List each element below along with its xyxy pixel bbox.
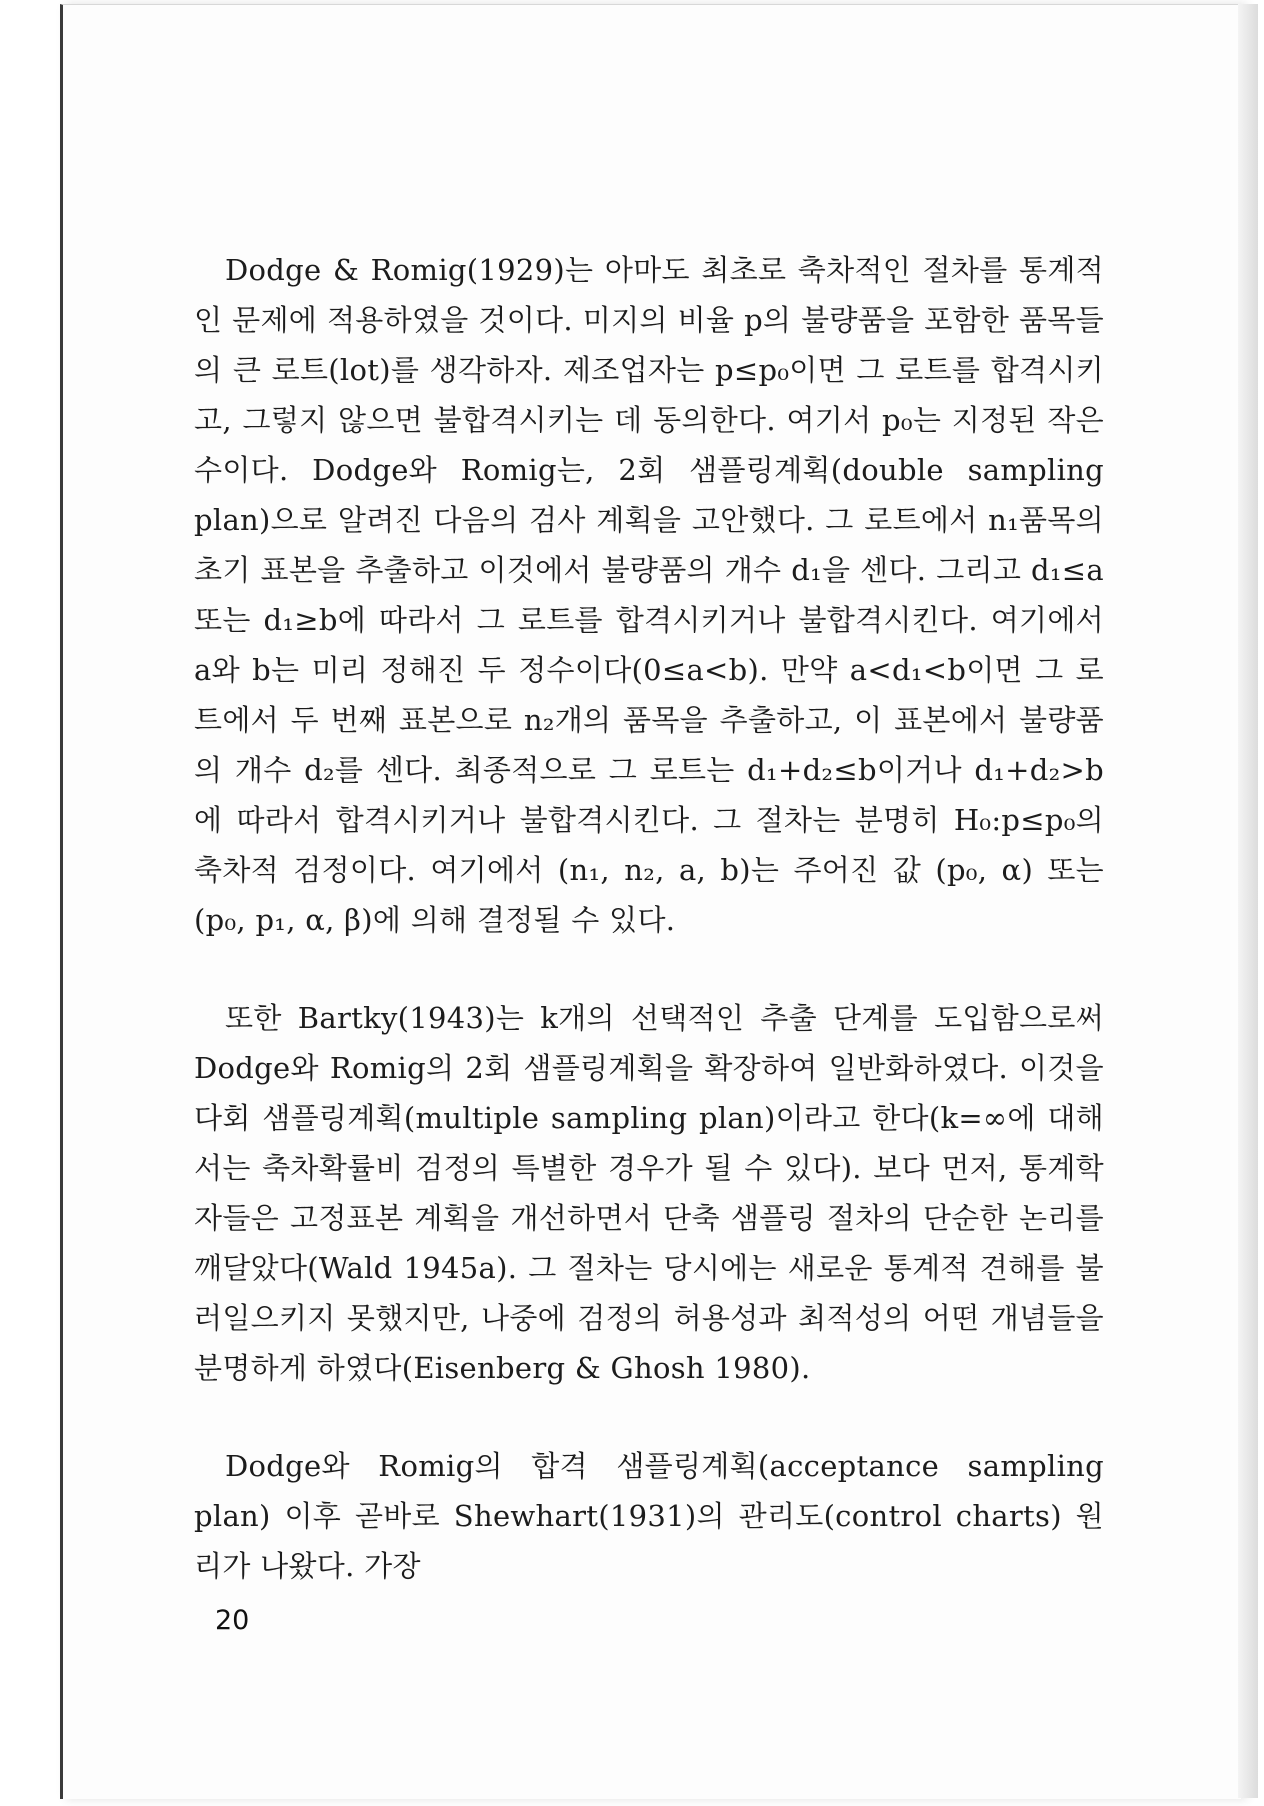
paragraph-control-charts: Dodge와 Romig의 합격 샘플링계획(acceptance sampling plan) 이후 곧바로 Shewhart(1931)의 관리도(control charts) 원리가 나왔다. 가장 (194, 1449, 1104, 1583)
paragraph-double-sampling: Dodge & Romig(1929)는 아마도 최초로 축차적인 절차를 통계적인 문제에 적용하였을 것이다. 미지의 비율 p의 불량품을 포함한 품목들의 큰 로트(lot)를 생각하자. 제조업자는 p≤p₀이면 그 로트를 합격시키고, 그렇지 않으면 불합격시키는 데 동의한다. 여기서 p₀는 지정된 작은 수이다. Dodge와 Romig는, 2회 샘플링계획(double sampling plan)으로 알려진 다음의 검사 계획을 고안했다. 그 로트에서 n₁품목의 초기 표본을 추출하고 이것에서 불량품의 개수 d₁을 센다. 그리고 d₁≤a 또는 d₁≥b에 따라서 그 로트를 합격시키거나 불합격시킨다. 여기에서 a와 b는 미리 정해진 두 정수이다(0≤a<b). 만약 a<d₁<b이면 그 로트에서 두 번째 표본으로 n₂개의 품목을 추출하고, 이 표본에서 불량품의 개수 d₂를 센다. 최종적으로 그 로트는 d₁+d₂≤b이거나 d₁+d₂>b에 따라서 합격시키거나 불합격시킨다. 그 절차는 분명히 H₀:p≤p₀의 축차적 검정이다. 여기에서 (n₁, n₂, a, b)는 주어진 값 (p₀, α) 또는 (p₀, p₁, α, β)에 의해 결정될 수 있다. (194, 253, 1104, 937)
page-edge-shadow (1238, 4, 1258, 1798)
paragraph-multiple-sampling: 또한 Bartky(1943)는 k개의 선택적인 추출 단계를 도입함으로써 Dodge와 Romig의 2회 샘플링계획을 확장하여 일반화하였다. 이것을 다회 샘플링계획(multiple sampling plan)이라고 한다(k=∞에 대해서는 축차확률비 검정의 특별한 경우가 될 수 있다). 보다 먼저, 통계학자들은 고정표본 계획을 개선하면서 단축 샘플링 절차의 단순한 논리를 깨달았다(Wald 1945a). 그 절차는 당시에는 새로운 통계적 견해를 불러일으키지 못했지만, 나중에 검정의 허용성과 최적성의 어떤 개념들을 분명하게 하였다(Eisenberg & Ghosh 1980). (194, 1001, 1104, 1385)
page-body (194, 245, 1104, 1591)
page-number: 20 (215, 1605, 250, 1636)
